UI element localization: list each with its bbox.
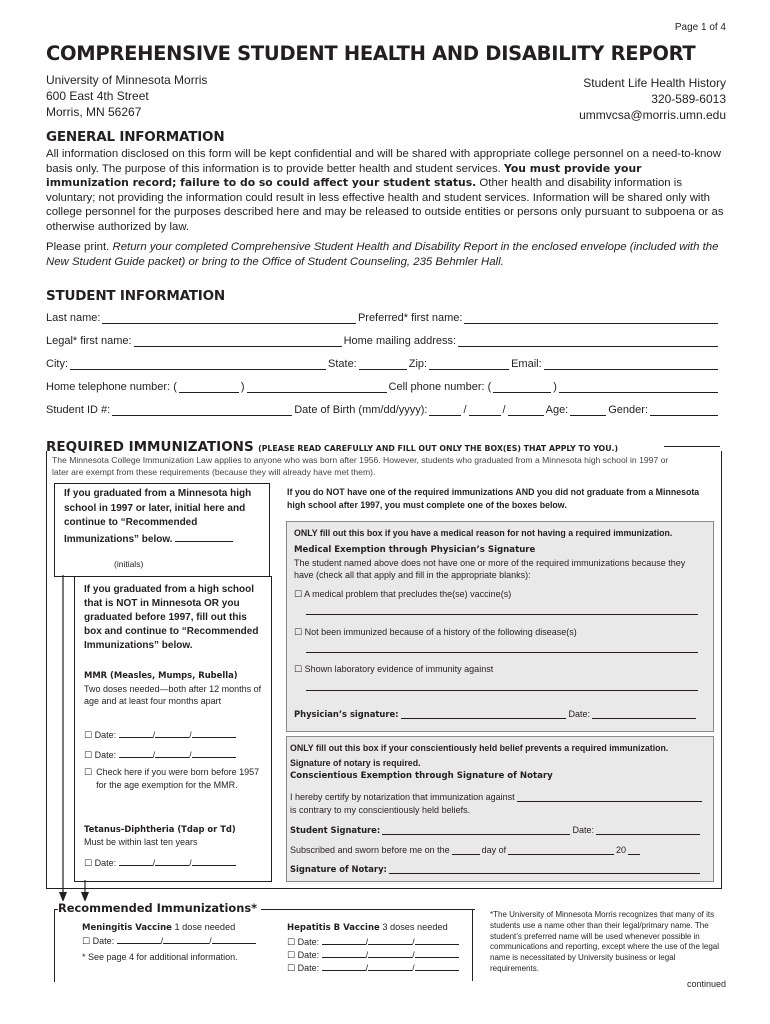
sworn-day-of: day of [481, 845, 507, 855]
cell-phone-area-field[interactable] [493, 381, 551, 393]
physician-signature-label: Physician’s signature: [294, 709, 399, 719]
general-information-text [46, 147, 726, 234]
sworn-month-field[interactable] [508, 845, 614, 855]
state-label: State: [328, 358, 357, 370]
date-month-field[interactable] [117, 933, 161, 944]
date-label: Date: [297, 950, 320, 960]
recommended-immunizations-heading: Recommended Immunizations* [58, 901, 261, 915]
initials-label: (initials) [114, 559, 144, 569]
hepatitis-b-date-3: ☐ Date: / / [287, 960, 459, 974]
student-information-heading: STUDENT INFORMATION [46, 288, 225, 304]
paren: ) [240, 381, 245, 393]
hepatitis-b-date-1: ☐ Date: / / [287, 934, 459, 948]
initials-field[interactable] [175, 531, 233, 542]
date-year-field[interactable] [192, 727, 236, 738]
mmr-description: Two doses needed—both after 12 months of age and at least four months apart [84, 684, 262, 706]
medical-option-2 [294, 627, 577, 638]
date-year-field[interactable] [415, 960, 459, 971]
date-label: Date: [297, 937, 320, 947]
student-id-field[interactable] [112, 404, 292, 416]
paren: ) [553, 381, 557, 393]
general-information-heading: GENERAL INFORMATION [46, 129, 225, 145]
general-text: Other health and disability information is voluntary; not providing the information could result in less effective health and student services. Information will be shared only with college personnel for the purposes described here and may be released to outside entities or persons only pursuant to subpoena or as otherwise authorized by law. [46, 177, 724, 233]
medical-option-label: Not been immunized because of a history of the following disease(s) [304, 627, 577, 637]
mmr-date-2: ☐ Date: / / [84, 747, 236, 761]
zip-label: Zip: [408, 358, 428, 370]
date-label: Date: [572, 825, 594, 835]
non-mn-graduate-text: If you graduated from a high school that is NOT in Minnesota OR you graduated before 1997, fill out this box and continue to “Recommended Immunizations” below. [84, 584, 259, 651]
general-text: All information disclosed on this form will be kept confidential and will be shared with appropriate college personnel on a need-to-know basis only. The purpose of this information is to provide better health and student services. [46, 148, 721, 175]
date-label: Date: [568, 709, 590, 719]
city-row [46, 358, 720, 370]
conscientious-only-text: ONLY fill out this box if your conscientiously held belief prevents a required immunization. Signature of notary is required. [290, 743, 669, 768]
no-immunization-text: If you do NOT have one of the required immunizations AND you did not graduate from a Minnesota high school after 1997, you must complete one of the boxes below. [287, 487, 700, 510]
medical-option-3 [294, 664, 493, 675]
date-month-field[interactable] [119, 747, 153, 758]
see-page-4: * See page 4 for additional information. [82, 952, 238, 962]
address-line: 600 East 4th Street [46, 89, 149, 103]
page-number: Page 1 of 4 [674, 22, 726, 33]
immunization-law-text: The Minnesota College Immunization Law applies to anyone who was born after 1956. However, students who graduated from a Minnesota high school in 1997 or later are exempt from these requirements (because they will already have met them). [52, 455, 669, 477]
gender-label: Gender: [608, 404, 648, 416]
age-field[interactable] [570, 404, 606, 416]
meningitis-date: ☐ Date: / / [82, 933, 256, 947]
preferred-first-name-field[interactable] [464, 312, 718, 324]
checkbox[interactable]: ☐ [82, 936, 91, 946]
state-field[interactable] [359, 358, 407, 370]
medical-only-text: ONLY fill out this box if you have a medical reason for not having a required immunization. [294, 528, 673, 538]
general-text-bold: You must provide your immunization record; failure to do so could affect your student status. [46, 161, 642, 189]
date-day-field[interactable] [368, 934, 412, 945]
date-day-field[interactable] [368, 947, 412, 958]
medical-option-3-field[interactable] [306, 690, 698, 691]
dob-day-field[interactable] [469, 404, 501, 416]
cell-phone-label: Cell phone number: ( [388, 381, 492, 393]
preferred-name-footnote: *The University of Minnesota Morris recognizes that many of its students use a name other than their legal/primary name. The student’s preferred name will be used whenever possible in communications and reporting, except where the use of the legal name is necessitated by University business or legal requirements. [490, 910, 720, 973]
hepatitis-b-doses: 3 doses needed [379, 922, 448, 932]
date-month-field[interactable] [322, 960, 366, 971]
checkbox[interactable]: ☐ [294, 589, 303, 599]
please-print: Please print. [46, 241, 113, 253]
university-address [46, 72, 207, 120]
tdap-date: ☐ Date: / / [84, 855, 236, 869]
meningitis-title: Meningitis Vaccine [82, 923, 172, 933]
conscientious-desc-row [290, 792, 704, 802]
preferred-first-name-label: Preferred* first name: [357, 312, 463, 324]
home-phone-field[interactable] [247, 381, 387, 393]
email-label: Email: [511, 358, 542, 370]
legal-first-name-field[interactable] [134, 335, 342, 347]
physician-signature-field[interactable] [401, 709, 567, 719]
id-row: Student ID #: Date of Birth (mm/dd/yyyy): / / Age: Gender: [46, 404, 720, 416]
home-phone-area-field[interactable] [179, 381, 239, 393]
checkbox[interactable]: ☐ [294, 627, 303, 637]
sworn-year-field[interactable] [628, 845, 640, 855]
date-month-field[interactable] [322, 934, 366, 945]
cell-phone-field[interactable] [559, 381, 718, 393]
notary-signature-field[interactable] [389, 864, 700, 874]
date-month-field[interactable] [322, 947, 366, 958]
medical-option-2-field[interactable] [306, 652, 698, 653]
sworn-row [290, 845, 642, 855]
date-day-field[interactable] [163, 933, 209, 944]
medical-option-label: A medical problem that precludes the(se) vaccine(s) [304, 589, 512, 599]
checkbox[interactable]: ☐ [287, 950, 296, 960]
born-before-1957 [84, 766, 260, 792]
born-before-text: Check here if you were born before 1957 for the age exemption for the MMR. [96, 767, 260, 790]
mn-graduate-text [64, 487, 254, 547]
date-day-field[interactable] [155, 747, 189, 758]
checkbox[interactable]: ☐ [294, 664, 303, 674]
gender-field[interactable] [650, 404, 718, 416]
legal-first-name-label: Legal* first name: [46, 335, 132, 347]
dob-month-field[interactable] [429, 404, 461, 416]
email-field[interactable] [544, 358, 718, 370]
date-day-field[interactable] [155, 855, 189, 866]
physician-date-field[interactable] [592, 709, 696, 719]
student-signature-label: Student Signature: [290, 825, 381, 835]
phone-row [46, 381, 720, 393]
checkbox[interactable]: ☐ [84, 767, 93, 777]
date-label: Date: [94, 730, 117, 740]
checkbox[interactable]: ☐ [84, 858, 93, 868]
date-year-field[interactable] [212, 933, 256, 944]
hepatitis-b-title-row [287, 922, 448, 933]
notary-signature-label: Signature of Notary: [290, 864, 387, 874]
checkbox[interactable]: ☐ [84, 730, 93, 740]
checkbox[interactable]: ☐ [287, 963, 296, 973]
date-label: Date: [92, 936, 115, 946]
medical-exemption-title: Medical Exemption through Physician’s Signature [294, 545, 536, 555]
continued-label: continued [686, 979, 726, 989]
meningitis-title-row [82, 922, 235, 933]
city-label: City: [46, 358, 68, 370]
tdap-title: Tetanus-Diphtheria (Tdap or Td) [84, 824, 236, 834]
conscientious-exemption-title: Conscientious Exemption through Signature of Notary [290, 771, 553, 781]
date-year-field[interactable] [415, 934, 459, 945]
date-label: Date: [94, 858, 117, 868]
required-immunizations-title: REQUIRED IMMUNIZATIONS [46, 439, 254, 455]
student-date-field[interactable] [596, 825, 700, 835]
meningitis-doses: 1 dose needed [171, 922, 236, 932]
conscientious-description: I hereby certify by notarization that immunization against [290, 792, 515, 802]
dob-label: Date of Birth (mm/dd/yyyy): [294, 404, 428, 416]
sworn-day-field[interactable] [452, 845, 480, 855]
checkbox[interactable]: ☐ [84, 750, 93, 760]
notary-signature-row [290, 864, 702, 874]
contact-email: ummvcsa@morris.umn.edu [579, 108, 726, 122]
page-title: COMPREHENSIVE STUDENT HEALTH AND DISABILITY REPORT [46, 42, 696, 65]
date-day-field[interactable] [155, 727, 189, 738]
address-line: Morris, MN 56267 [46, 105, 142, 119]
conscientious-immunization-field[interactable] [517, 792, 702, 802]
required-immunizations-subtitle: (PLEASE READ CAREFULLY AND FILL OUT ONLY THE BOX(ES) THAT APPLY TO YOU.) [258, 444, 619, 453]
dob-year-field[interactable] [508, 404, 544, 416]
address-line: University of Minnesota Morris [46, 73, 208, 87]
sworn-year-prefix: 20 [615, 845, 626, 855]
physician-signature-row [294, 709, 698, 719]
hepatitis-b-title: Hepatitis B Vaccine [287, 923, 380, 933]
home-mailing-address-label: Home mailing address: [343, 335, 457, 347]
mn-graduate-instructions: If you graduated from a Minnesota high school in 1997 or later, initial here and continue to “Recommended Immunizations” below. [64, 488, 252, 545]
legal-name-row [46, 335, 720, 347]
mmr-date-1: ☐ Date: / / [84, 727, 236, 741]
age-label: Age: [545, 404, 569, 416]
last-name-field[interactable] [102, 312, 356, 324]
date-label: Date: [297, 963, 320, 973]
student-signature-field[interactable] [382, 825, 570, 835]
date-month-field[interactable] [119, 855, 153, 866]
home-mailing-address-field[interactable] [458, 335, 718, 347]
contact-phone: 320-589-6013 [651, 92, 726, 106]
date-label: Date: [94, 750, 117, 760]
student-signature-row [290, 825, 702, 835]
heading-rule [664, 446, 720, 447]
date-year-field[interactable] [192, 855, 236, 866]
mmr-title: MMR (Measles, Mumps, Rubella) [84, 670, 238, 680]
recommended-frame-right [472, 909, 475, 981]
city-field[interactable] [70, 358, 326, 370]
date-year-field[interactable] [415, 947, 459, 958]
conscientious-description-end: is contrary to my conscientiously held beliefs. [290, 805, 471, 815]
date-year-field[interactable] [192, 747, 236, 758]
hepatitis-b-date-2: ☐ Date: / / [287, 947, 459, 961]
tdap-description: Must be within last ten years [84, 837, 198, 847]
medical-option-1-field[interactable] [306, 614, 698, 615]
zip-field[interactable] [429, 358, 509, 370]
medical-option-label: Shown laboratory evidence of immunity against [304, 664, 494, 674]
checkbox[interactable]: ☐ [287, 937, 296, 947]
name-row [46, 312, 720, 324]
medical-option-1 [294, 589, 511, 600]
student-id-label: Student ID #: [46, 404, 111, 416]
home-phone-label: Home telephone number: ( [46, 381, 177, 393]
return-instructions-italic: Return your completed Comprehensive Student Health and Disability Report in the enclosed envelope (included with the New Student Guide packet) or bring to the Office of Student Counseling, 235 Behmler Hall. [46, 241, 719, 268]
medical-exemption-description: The student named above does not have one or more of the required immunizations because they have (check all that apply and fill in the appropriate blanks): [294, 558, 686, 580]
last-name-label: Last name: [46, 312, 101, 324]
sworn-text: Subscribed and sworn before me on the [290, 845, 450, 855]
date-day-field[interactable] [368, 960, 412, 971]
contact-info [579, 75, 726, 123]
continue-arrows [54, 570, 94, 904]
return-instructions [46, 240, 726, 269]
contact-line: Student Life Health History [583, 76, 726, 90]
date-month-field[interactable] [119, 727, 153, 738]
